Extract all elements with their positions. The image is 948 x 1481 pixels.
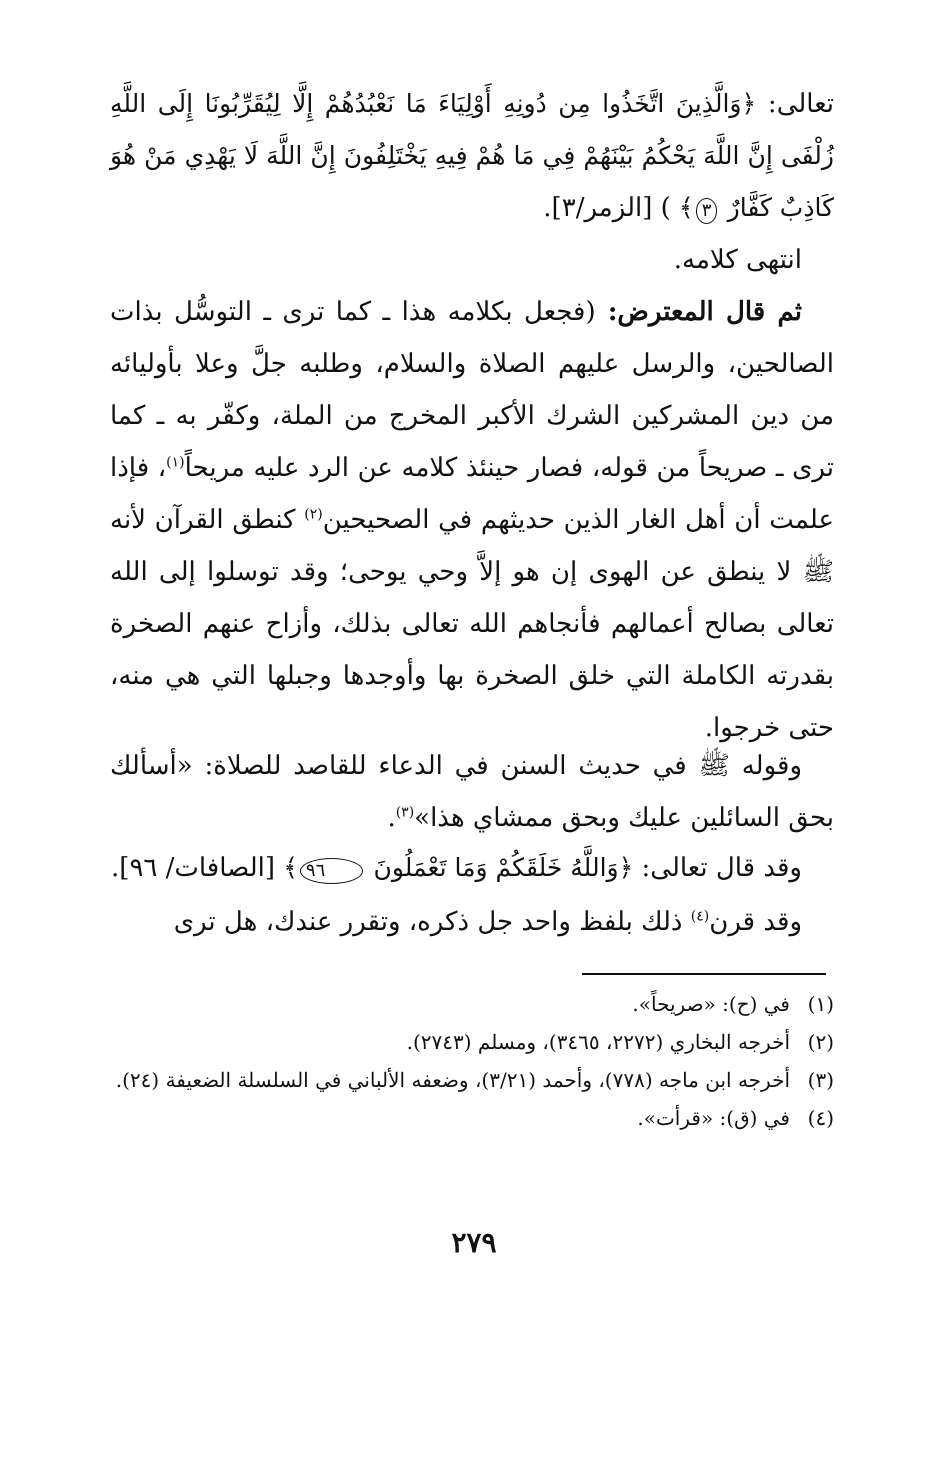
footnote-item bbox=[110, 1023, 834, 1061]
surah-reference: [الصافات/ ٩٦]. bbox=[111, 853, 284, 883]
objector-text-part-1: (فجعل بكلامه هذا ـ كما ترى ـ التوسُّل بذات الصالحين، والرسل عليهم الصلاة والسلام، وطلبه جلَّ وعلا بأوليائه من دين المشركين الشرك الأكبر المخرج من الملة، وكفّر به ـ كما ترى ـ صريحاً من قوله، فصار حينئذ كلامه عن الرد عليه مريحاً bbox=[110, 297, 834, 483]
footnote-text: في (ح): «صريحاً». bbox=[632, 992, 790, 1016]
objector-text-part-2: ، فإذا علمت أن أهل الغار الذين حديثهم في الصحيحين bbox=[110, 453, 834, 535]
footnote-number: (٣) bbox=[807, 1068, 834, 1092]
quran-close-bracket: ﴾ bbox=[283, 853, 298, 882]
objector-lead: ثم قال المعترض: bbox=[595, 297, 802, 327]
footnote-item bbox=[110, 985, 834, 1023]
footnote-divider bbox=[582, 973, 826, 975]
hadith-text: وقوله ﷺ في حديث السنن في الدعاء للقاصد للصلاة: «أسألك بحق السائلين عليك وبحق ممشاي هذا» bbox=[110, 751, 834, 833]
ayah-number-marker: ٣ bbox=[696, 198, 718, 224]
quran-verse: وَالَّذِينَ اتَّخَذُوا مِن دُونِهِ أَوْلِيَاءَ مَا نَعْبُدُهُمْ إِلَّا لِيُقَرِّبُونَا إِلَى اللَّهِ زُلْفَى إِنَّ اللَّهَ يَحْكُمُ بَيْنَهُمْ فِي مَا هُمْ فِيهِ يَخْتَلِفُونَ إِنَّ اللَّهَ لَا يَهْدِي مَنْ هُوَ كَاذِبٌ كَفَّارٌ bbox=[110, 89, 834, 222]
footnotes-section bbox=[110, 985, 834, 1137]
objector-paragraph bbox=[110, 286, 834, 754]
second-quran-citation bbox=[110, 842, 834, 894]
footnote-text: أخرجه ابن ماجه (٧٧٨)، وأحمد (٣/٢١)، وضعفه الألباني في السلسلة الضعيفة (٢٤). bbox=[115, 1068, 790, 1092]
quran-open-bracket: ﴿ bbox=[618, 853, 634, 882]
footnote-number: (٤) bbox=[807, 1106, 834, 1130]
footnote-ref-1[interactable]: (١) bbox=[166, 454, 185, 471]
footnote-ref-4[interactable]: (٤) bbox=[690, 908, 710, 925]
page-number: ٢٧٩ bbox=[451, 1226, 497, 1259]
paragraph-intro: تعالى: bbox=[756, 89, 834, 119]
final-text-part-1: وقد قرن bbox=[709, 907, 802, 937]
footnote-number: (١) bbox=[807, 992, 834, 1016]
footnote-text: في (ق): «قرأت». bbox=[637, 1106, 790, 1130]
footnote-number: (٢) bbox=[807, 1030, 834, 1054]
final-text-part-2: ذلك بلفظ واحد جل ذكره، وتقرر عندك، هل ترى bbox=[173, 907, 691, 937]
final-paragraph bbox=[110, 896, 834, 948]
objector-text-part-3: كنطق القرآن لأنه ﷺ لا ينطق عن الهوى إن هو إلاَّ وحي يوحى؛ وقد توسلوا إلى الله تعالى بصالح أعمالهم فأنجاهم الله تعالى بذلك، وأزاح عنهم الصخرة بقدرته الكاملة التي خلق الصخرة بها وأوجدها وجبلها التي هي منه، حتى خرجوا. bbox=[110, 505, 834, 743]
paragraph-intro: وقد قال تعالى: bbox=[633, 853, 802, 883]
footnote-text: أخرجه البخاري (٢٢٧٢، ٣٤٦٥)، ومسلم (٢٧٤٣). bbox=[406, 1030, 790, 1054]
surah-reference: ) [الزمر/٣]. bbox=[543, 193, 680, 223]
quran-verse: وَاللَّهُ خَلَقَكُمْ وَمَا تَعْمَلُونَ bbox=[373, 853, 619, 882]
footnote-ref-2[interactable]: (٢) bbox=[304, 506, 323, 523]
hadith-text-end: . bbox=[387, 803, 396, 833]
end-of-quote-line: انتهى كلامه. bbox=[673, 245, 802, 275]
quran-open-bracket: ﴿ bbox=[741, 89, 757, 118]
hadith-paragraph bbox=[110, 740, 834, 844]
ayah-number-marker: ٩٦ bbox=[300, 858, 363, 884]
quran-close-bracket: ﴾ bbox=[679, 193, 694, 222]
footnote-ref-3[interactable]: (٣) bbox=[395, 804, 415, 821]
footnote-item bbox=[110, 1099, 834, 1137]
footnote-item bbox=[110, 1061, 834, 1099]
quran-citation-paragraph bbox=[110, 78, 834, 234]
